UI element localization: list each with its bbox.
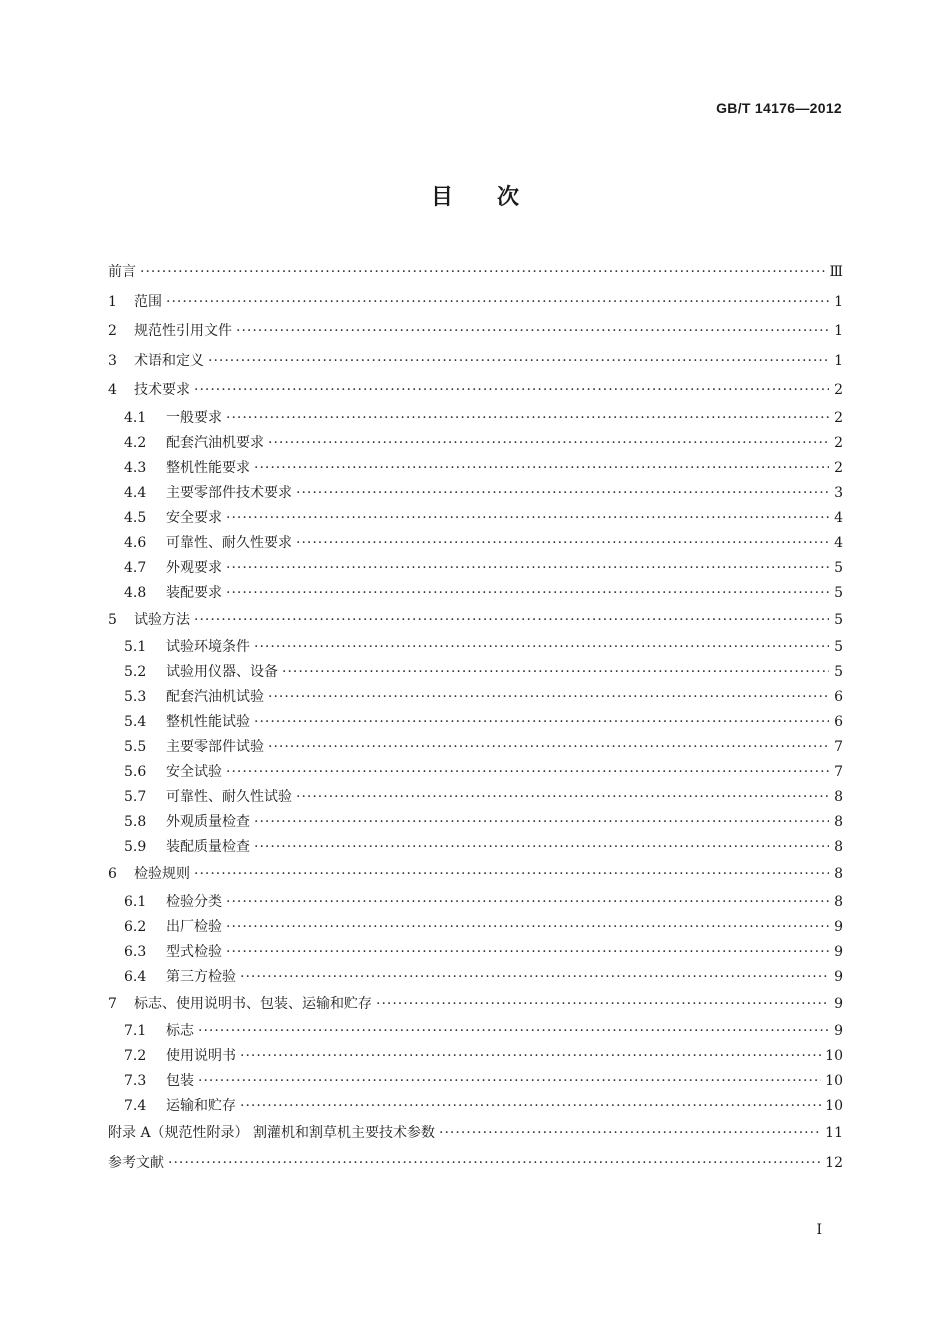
toc-entry-label: 可靠性、耐久性要求 [166, 534, 292, 551]
toc-entry[interactable] [108, 258, 843, 288]
toc-entry-number: 5.5 [124, 739, 147, 755]
toc-entry-page: 10 [825, 1098, 843, 1114]
toc-entry-page: 2 [834, 459, 843, 476]
toc-entry[interactable] [108, 890, 843, 915]
toc-entry-label: 范围 [134, 293, 162, 310]
toc-leader-dots [240, 1094, 821, 1119]
toc-entry-label: 技术要求 [134, 382, 190, 398]
toc-entry-page: 5 [834, 664, 843, 680]
toc-entry[interactable] [108, 760, 843, 785]
toc-entry-label: 整机性能要求 [166, 459, 250, 476]
toc-entry-page: 11 [825, 1125, 843, 1141]
toc-entry-number: 7.3 [124, 1073, 147, 1089]
toc-leader-dots [226, 556, 829, 581]
toc-entry-label: 型式检验 [166, 943, 222, 960]
toc-entry[interactable] [108, 531, 843, 556]
toc-entry-label: 外观要求 [166, 559, 222, 576]
toc-leader-dots [198, 1019, 829, 1044]
toc-entry-page: 6 [834, 714, 843, 730]
toc-entry-page: 3 [834, 484, 843, 501]
toc-leader-dots [226, 406, 829, 431]
toc-entry[interactable] [108, 810, 843, 835]
toc-entry-number: 4.4 [124, 484, 147, 501]
toc-leader-dots [194, 860, 829, 890]
toc-entry[interactable] [108, 835, 843, 860]
toc-entry-number: 5.4 [124, 714, 147, 730]
toc-entry[interactable] [108, 431, 843, 456]
toc-entry-number: 4.3 [124, 459, 147, 476]
toc-leader-dots [296, 481, 829, 506]
toc-leader-dots [168, 1149, 821, 1179]
toc-entry-label: 参考文献 [108, 1154, 164, 1171]
toc-leader-dots [226, 915, 829, 940]
toc-leader-dots [296, 531, 829, 556]
toc-entry-label: 试验方法 [134, 611, 190, 628]
toc-entry-page: 1 [834, 293, 843, 310]
toc-entry[interactable] [108, 735, 843, 760]
toc-entry[interactable] [108, 1094, 843, 1119]
toc-entry-page: 8 [834, 789, 843, 805]
toc-entry-page: 8 [834, 839, 843, 855]
toc-entry-page: 5 [834, 611, 843, 628]
toc-entry[interactable] [108, 288, 843, 318]
toc-entry-label: 附录 A（规范性附录） 割灌机和割草机主要技术参数 [108, 1125, 436, 1141]
toc-leader-dots [296, 785, 829, 810]
toc-entry-page: 9 [834, 943, 843, 960]
toc-leader-dots [254, 456, 829, 481]
toc-entry-page: 9 [834, 1023, 843, 1039]
toc-leader-dots [194, 376, 829, 406]
toc-entry-number: 3 [108, 352, 117, 369]
toc-entry[interactable] [108, 1119, 843, 1149]
toc-entry-label: 主要零部件技术要求 [166, 484, 292, 501]
toc-entry[interactable] [108, 556, 843, 581]
toc-entry-page: 2 [834, 409, 843, 426]
toc-entry-page: 10 [825, 1048, 843, 1064]
toc-entry-label: 出厂检验 [166, 918, 222, 935]
toc-entry[interactable] [108, 1149, 843, 1179]
toc-entry-number: 6.1 [124, 893, 147, 910]
toc-entry-page: Ⅲ [829, 264, 843, 280]
toc-leader-dots [240, 1044, 821, 1069]
toc-entry-label: 配套汽油机要求 [166, 434, 264, 451]
toc-entry-page: 2 [834, 434, 843, 451]
toc-entry[interactable] [108, 990, 843, 1020]
toc-entry[interactable] [108, 456, 843, 481]
toc-entry-number: 5.9 [124, 839, 147, 855]
toc-leader-dots [268, 735, 829, 760]
toc-entry-number: 6.3 [124, 943, 147, 960]
toc-entry[interactable] [108, 347, 843, 377]
toc-entry-label: 试验用仪器、设备 [166, 664, 278, 680]
toc-entry-page: 12 [825, 1154, 843, 1171]
toc-entry-label: 使用说明书 [166, 1048, 236, 1064]
toc-entry-number: 6.2 [124, 918, 147, 935]
page-folio: Ⅰ [816, 1222, 822, 1238]
toc-entry[interactable] [108, 940, 843, 965]
toc-leader-dots [254, 835, 829, 860]
toc-entry-number: 5 [108, 611, 117, 628]
toc-entry-label: 运输和贮存 [166, 1098, 236, 1114]
toc-leader-dots [254, 810, 829, 835]
toc-entry-page: 5 [834, 584, 843, 601]
toc-entry[interactable] [108, 860, 843, 890]
toc-entry-page: 5 [834, 639, 843, 655]
toc-entry-number: 2 [108, 323, 117, 339]
toc-entry[interactable] [108, 506, 843, 531]
toc-leader-dots [194, 606, 829, 636]
toc-entry-label: 安全试验 [166, 764, 222, 780]
toc-entry-label: 检验分类 [166, 893, 222, 910]
toc-entry-number: 4.8 [124, 584, 147, 601]
toc-entry[interactable] [108, 1044, 843, 1069]
toc-entry-page: 1 [834, 323, 843, 339]
toc-entry[interactable] [108, 606, 843, 636]
toc-entry[interactable] [108, 581, 843, 606]
toc-entry-label: 术语和定义 [134, 352, 204, 369]
toc-entry-number: 5.3 [124, 689, 147, 705]
toc-entry[interactable] [108, 1019, 843, 1044]
toc-leader-dots [254, 635, 829, 660]
toc-entry-number: 4 [108, 382, 117, 398]
toc-entry-number: 6 [108, 866, 117, 882]
toc-entry-page: 9 [834, 968, 843, 985]
toc-entry-page: 4 [834, 509, 843, 526]
toc-leader-dots [198, 1069, 821, 1094]
toc-entry[interactable] [108, 710, 843, 735]
toc-entry-page: 8 [834, 866, 843, 882]
toc-leader-dots [166, 288, 829, 318]
toc-leader-dots [208, 347, 829, 377]
toc-entry-label: 整机性能试验 [166, 714, 250, 730]
toc-entry[interactable] [108, 481, 843, 506]
toc-entry-number: 7 [108, 995, 117, 1012]
toc-leader-dots [439, 1119, 821, 1149]
page-title: 目次 [430, 185, 563, 210]
toc-entry-label: 试验环境条件 [166, 639, 250, 655]
toc-entry-number: 4.7 [124, 559, 147, 576]
toc-entry-page: 6 [834, 689, 843, 705]
toc-entry-label: 标志 [166, 1023, 194, 1039]
toc-entry-label: 包装 [166, 1073, 194, 1089]
toc-entry[interactable] [108, 965, 843, 990]
toc-entry[interactable] [108, 685, 843, 710]
toc-leader-dots [226, 581, 829, 606]
toc-leader-dots [268, 431, 829, 456]
toc-entry-label: 外观质量检查 [166, 814, 250, 830]
toc-entry-label: 主要零部件试验 [166, 739, 264, 755]
toc-leader-dots [236, 317, 829, 347]
toc-leader-dots [140, 258, 825, 288]
toc-leader-dots [376, 990, 829, 1020]
toc-entry-label: 前言 [108, 264, 136, 280]
toc-entry[interactable] [108, 915, 843, 940]
toc-entry-label: 配套汽油机试验 [166, 689, 264, 705]
toc-leader-dots [268, 685, 829, 710]
toc-leader-dots [226, 940, 829, 965]
toc-entry[interactable] [108, 660, 843, 685]
toc-leader-dots [282, 660, 829, 685]
standard-code: GB/T 14176—2012 [716, 100, 842, 116]
toc-entry-page: 8 [834, 814, 843, 830]
toc-leader-dots [226, 890, 829, 915]
toc-entry-number: 4.2 [124, 434, 147, 451]
toc-entry-label: 装配要求 [166, 584, 222, 601]
toc-entry-page: 8 [834, 893, 843, 910]
toc-entry-page: 4 [834, 534, 843, 551]
toc-entry-number: 5.8 [124, 814, 147, 830]
toc-entry-number: 7.2 [124, 1048, 147, 1064]
toc-entry-number: 5.7 [124, 789, 147, 805]
toc-entry-number: 4.6 [124, 534, 147, 551]
toc-entry-label: 装配质量检查 [166, 839, 250, 855]
toc-entry-number: 4.1 [124, 409, 147, 426]
toc-entry-page: 5 [834, 559, 843, 576]
toc-entry[interactable] [108, 785, 843, 810]
toc-entry-number: 1 [108, 293, 117, 310]
toc-leader-dots [254, 710, 829, 735]
toc-entry-number: 7.1 [124, 1023, 147, 1039]
toc-entry-page: 7 [834, 764, 843, 780]
toc-entry-number: 6.4 [124, 968, 147, 985]
toc-leader-dots [240, 965, 829, 990]
toc-entry-number: 4.5 [124, 509, 147, 526]
toc-entry-label: 可靠性、耐久性试验 [166, 789, 292, 805]
table-of-contents [108, 258, 843, 1178]
toc-entry-page: 2 [834, 382, 843, 398]
toc-entry[interactable] [108, 406, 843, 431]
toc-leader-dots [226, 760, 829, 785]
toc-entry-page: 9 [834, 918, 843, 935]
toc-entry-number: 5.1 [124, 639, 147, 655]
toc-entry-label: 安全要求 [166, 509, 222, 526]
toc-leader-dots [226, 506, 829, 531]
toc-entry-label: 检验规则 [134, 866, 190, 882]
toc-entry-number: 5.6 [124, 764, 147, 780]
toc-entry[interactable] [108, 317, 843, 347]
toc-entry[interactable] [108, 635, 843, 660]
toc-entry-number: 5.2 [124, 664, 147, 680]
toc-entry-label: 一般要求 [166, 409, 222, 426]
toc-entry-page: 10 [825, 1073, 843, 1089]
toc-entry[interactable] [108, 1069, 843, 1094]
toc-entry[interactable] [108, 376, 843, 406]
toc-entry-label: 标志、使用说明书、包装、运输和贮存 [134, 995, 372, 1012]
toc-entry-page: 7 [834, 739, 843, 755]
toc-entry-label: 规范性引用文件 [134, 323, 232, 339]
toc-entry-label: 第三方检验 [166, 968, 236, 985]
toc-entry-number: 7.4 [124, 1098, 147, 1114]
toc-entry-page: 9 [834, 995, 843, 1012]
toc-entry-page: 1 [834, 352, 843, 369]
